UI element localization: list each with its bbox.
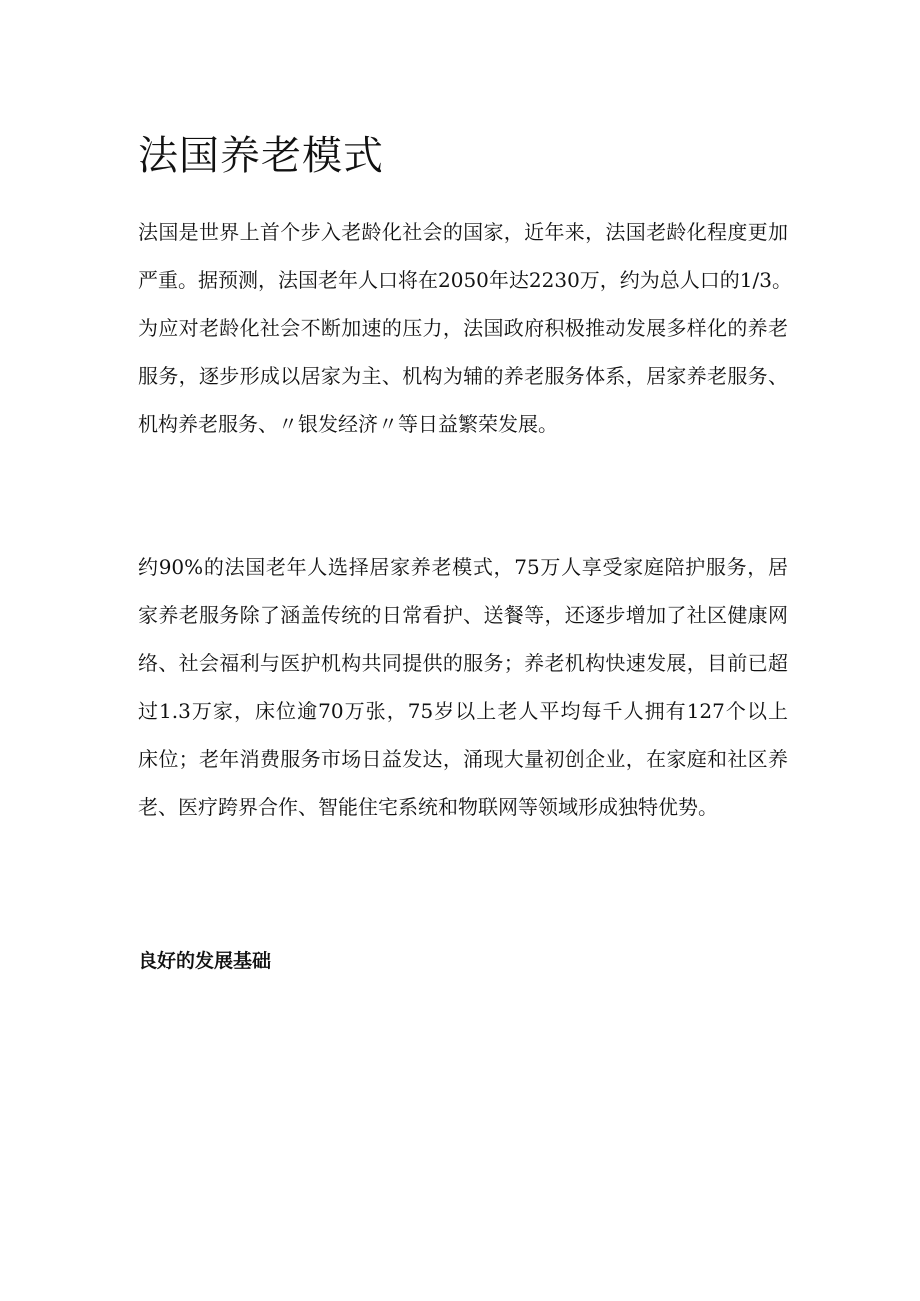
paragraph-line: 床位；老年消费服务市场日益发达，涌现大量初创企业，在家庭和社区养 [138,747,788,771]
paragraph-line: 约90%的法国老年人选择居家养老模式，75万人享受家庭陪护服务，居 [138,555,788,579]
paragraph-line: 家养老服务除了涵盖传统的日常看护、送餐等，还逐步增加了社区健康网 [138,603,788,627]
paragraph-line: 严重。据预测，法国老年人口将在2050年达2230万，约为总人口的1/3。 [138,268,792,292]
paragraph-line: 机构养老服务、〃银发经济〃等日益繁荣发展。 [138,412,558,436]
paragraph-intro [138,208,792,448]
paragraph-line: 为应对老龄化社会不断加速的压力，法国政府积极推动发展多样化的养老 [138,316,788,340]
paragraph-line: 过1.3万家，床位逾70万张，75岁以上老人平均每千人拥有127个以上 [138,699,788,723]
paragraph-line: 络、社会福利与医护机构共同提供的服务；养老机构快速发展，目前已超 [138,651,788,675]
section-heading: 良好的发展基础 [138,950,272,972]
paragraph-line: 法国是世界上首个步入老龄化社会的国家，近年来，法国老龄化程度更加 [138,220,788,244]
paragraph-home-care [138,543,788,831]
paragraph-line: 老、医疗跨界合作、智能住宅系统和物联网等领域形成独特优势。 [138,795,718,819]
page-title: 法国养老模式 [138,133,384,179]
paragraph-line: 服务，逐步形成以居家为主、机构为辅的养老服务体系，居家养老服务、 [138,364,788,388]
